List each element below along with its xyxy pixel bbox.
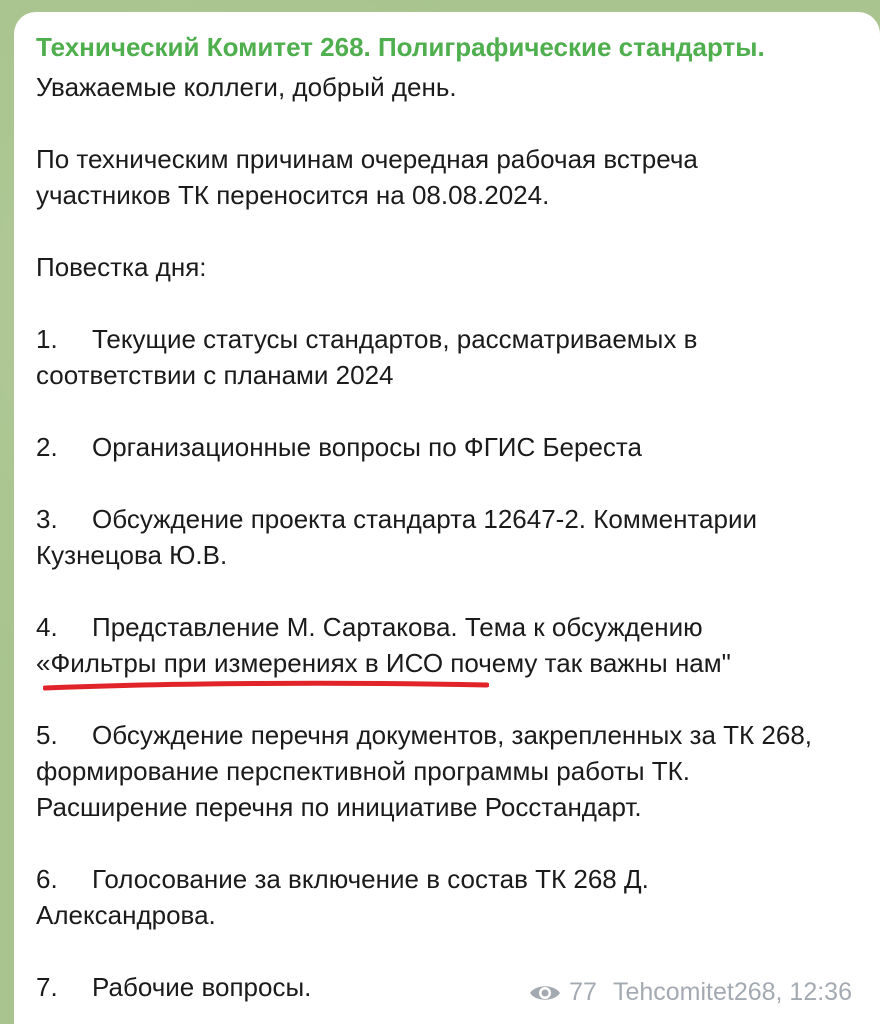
agenda-item-1-cont: соответствии с планами 2024 bbox=[36, 360, 394, 390]
agenda-item-5 bbox=[36, 720, 812, 751]
agenda-item-7 bbox=[36, 972, 311, 1003]
sender-name[interactable]: Технический Комитет 268. Полиграфические стандарты. bbox=[36, 32, 765, 62]
agenda-item-4-cont: «Фильтры при измерениях в ИСО почему так важны нам" bbox=[36, 648, 731, 678]
agenda-item-text: Голосование за включение в состав ТК 268 Д. bbox=[92, 864, 649, 894]
agenda-item-text: Представление М. Сартакова. Тема к обсуждению bbox=[92, 612, 703, 642]
agenda-item-text: Текущие статусы стандартов, рассматриваемых в bbox=[92, 324, 698, 354]
greeting-text: Уважаемые коллеги, добрый день. bbox=[36, 72, 457, 102]
agenda-item-text: Обсуждение перечня документов, закрепленных за ТК 268, bbox=[92, 720, 813, 750]
agenda-item-5-cont2: Расширение перечня по инициативе Росстандарт. bbox=[36, 792, 642, 822]
agenda-item-number: 2. bbox=[36, 432, 58, 462]
agenda-item-4 bbox=[36, 612, 703, 643]
agenda-item-text: Обсуждение проекта стандарта 12647-2. Комментарии bbox=[92, 504, 758, 534]
signature-timestamp: Tehcomitet268, 12:36 bbox=[612, 978, 852, 1006]
agenda-item-6 bbox=[36, 864, 649, 895]
agenda-item-1 bbox=[36, 324, 697, 355]
view-count: 77 bbox=[569, 978, 597, 1006]
message-meta bbox=[529, 978, 852, 1007]
red-underline-annotation bbox=[43, 680, 489, 692]
agenda-item-text: Организационные вопросы по ФГИС Береста bbox=[92, 432, 642, 462]
eye-icon bbox=[529, 982, 561, 1004]
agenda-title: Повестка дня: bbox=[36, 252, 207, 282]
agenda-item-2 bbox=[36, 432, 642, 463]
message-bubble bbox=[14, 12, 880, 1024]
agenda-item-6-cont: Александрова. bbox=[36, 900, 216, 930]
agenda-item-number: 6. bbox=[36, 864, 58, 894]
agenda-item-number: 1. bbox=[36, 324, 58, 354]
agenda-item-number: 7. bbox=[36, 972, 58, 1002]
agenda-item-3-cont: Кузнецова Ю.В. bbox=[36, 540, 228, 570]
intro-line-1: По техническим причинам очередная рабочая встреча bbox=[36, 144, 698, 174]
agenda-item-3 bbox=[36, 504, 757, 535]
agenda-item-number: 5. bbox=[36, 720, 58, 750]
agenda-item-number: 3. bbox=[36, 504, 58, 534]
agenda-item-5-cont: формирование перспективной программы работы ТК. bbox=[36, 756, 691, 786]
agenda-item-text: Рабочие вопросы. bbox=[92, 972, 312, 1002]
agenda-item-number: 4. bbox=[36, 612, 58, 642]
intro-line-2: участников ТК переносится на 08.08.2024. bbox=[36, 180, 550, 210]
